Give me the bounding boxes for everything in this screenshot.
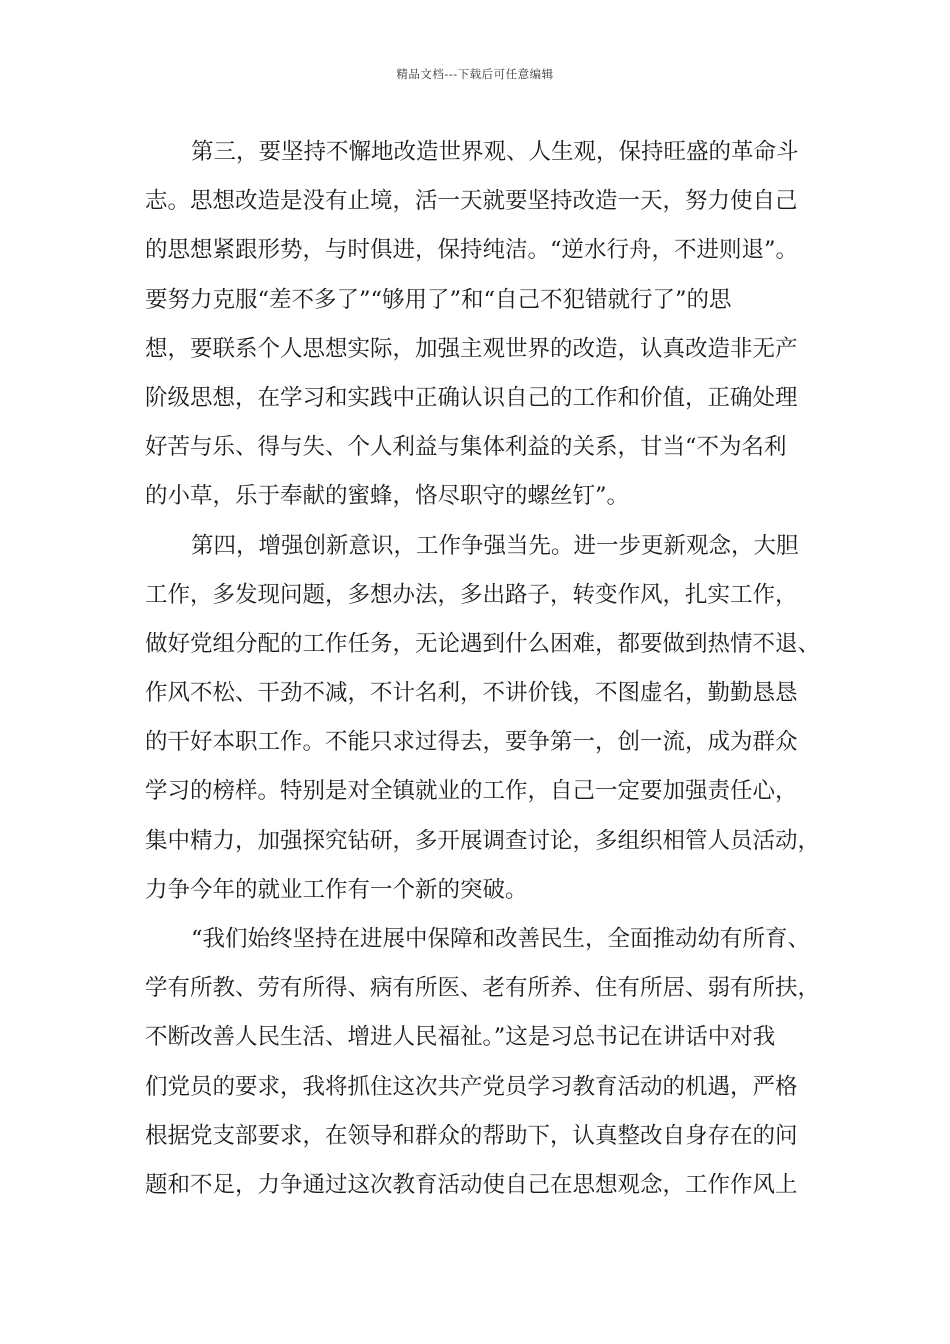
text-line: 根据党支部要求，在领导和群众的帮助下，认真整改自身存在的问 bbox=[145, 1122, 798, 1149]
text-line: 要努力克服“差不多了”“够用了”和“自己不犯错就行了”的思 bbox=[145, 286, 732, 313]
text-line: 力争今年的就业工作有一个新的突破。 bbox=[145, 876, 528, 903]
text-line: 志。思想改造是没有止境，活一天就要坚持改造一天，努力使自己 bbox=[145, 188, 798, 215]
document-body bbox=[145, 128, 825, 1210]
text-line: 们党员的要求，我将抓住这次共产党员学习教育活动的机遇，严格 bbox=[145, 1073, 798, 1100]
text-line: 学有所教、劳有所得、病有所医、老有所养、住有所居、弱有所扶， bbox=[145, 975, 821, 1002]
text-line: 集中精力，加强探究钻研，多开展调查讨论，多组织相管人员活动， bbox=[145, 827, 821, 854]
text-line: 阶级思想，在学习和实践中正确认识自己的工作和价值，正确处理 bbox=[145, 384, 798, 411]
text-line: “我们始终坚持在进展中保障和改善民生，全面推动幼有所育、 bbox=[191, 926, 811, 952]
paragraph-quote bbox=[145, 915, 825, 1210]
text-line: 的思想紧跟形势，与时俱进，保持纯洁。“逆水行舟，不进则退”。 bbox=[145, 237, 799, 264]
text-line: 想，要联系个人思想实际，加强主观世界的改造，认真改造非无产 bbox=[145, 335, 798, 362]
paragraph-third-point bbox=[145, 128, 825, 522]
paragraph-fourth-point bbox=[145, 522, 825, 916]
text-line: 工作，多发现问题，多想办法，多出路子，转变作风，扎实工作， bbox=[145, 581, 798, 608]
text-line: 第四，增强创新意识，工作争强当先。进一步更新观念，大胆 bbox=[191, 532, 799, 559]
text-line: 做好党组分配的工作任务，无论遇到什么困难，都要做到热情不退、 bbox=[145, 630, 821, 657]
text-line: 的干好本职工作。不能只求过得去，要争第一，创一流，成为群众 bbox=[145, 729, 798, 756]
text-line: 第三，要坚持不懈地改造世界观、人生观，保持旺盛的革命斗 bbox=[191, 139, 799, 165]
text-line: 学习的榜样。特别是对全镇就业的工作，自己一定要加强责任心， bbox=[145, 778, 798, 805]
text-line: 作风不松、干劲不减，不计名利，不讲价钱，不图虚名，勤勤恳恳 bbox=[145, 680, 798, 707]
page-header: 精品文档---下载后可任意编辑 bbox=[396, 67, 554, 81]
text-line: 的小草，乐于奉献的蜜蜂，恪尽职守的螺丝钉”。 bbox=[145, 483, 630, 510]
text-line: 题和不足，力争通过这次教育活动使自己在思想观念，工作作风上 bbox=[145, 1171, 798, 1198]
text-line: 不断改善人民生活、增进人民福祉。”这是习总书记在讲话中对我 bbox=[145, 1024, 776, 1051]
text-line: 好苦与乐、得与失、个人利益与集体利益的关系，甘当“不为名利 bbox=[145, 434, 787, 461]
